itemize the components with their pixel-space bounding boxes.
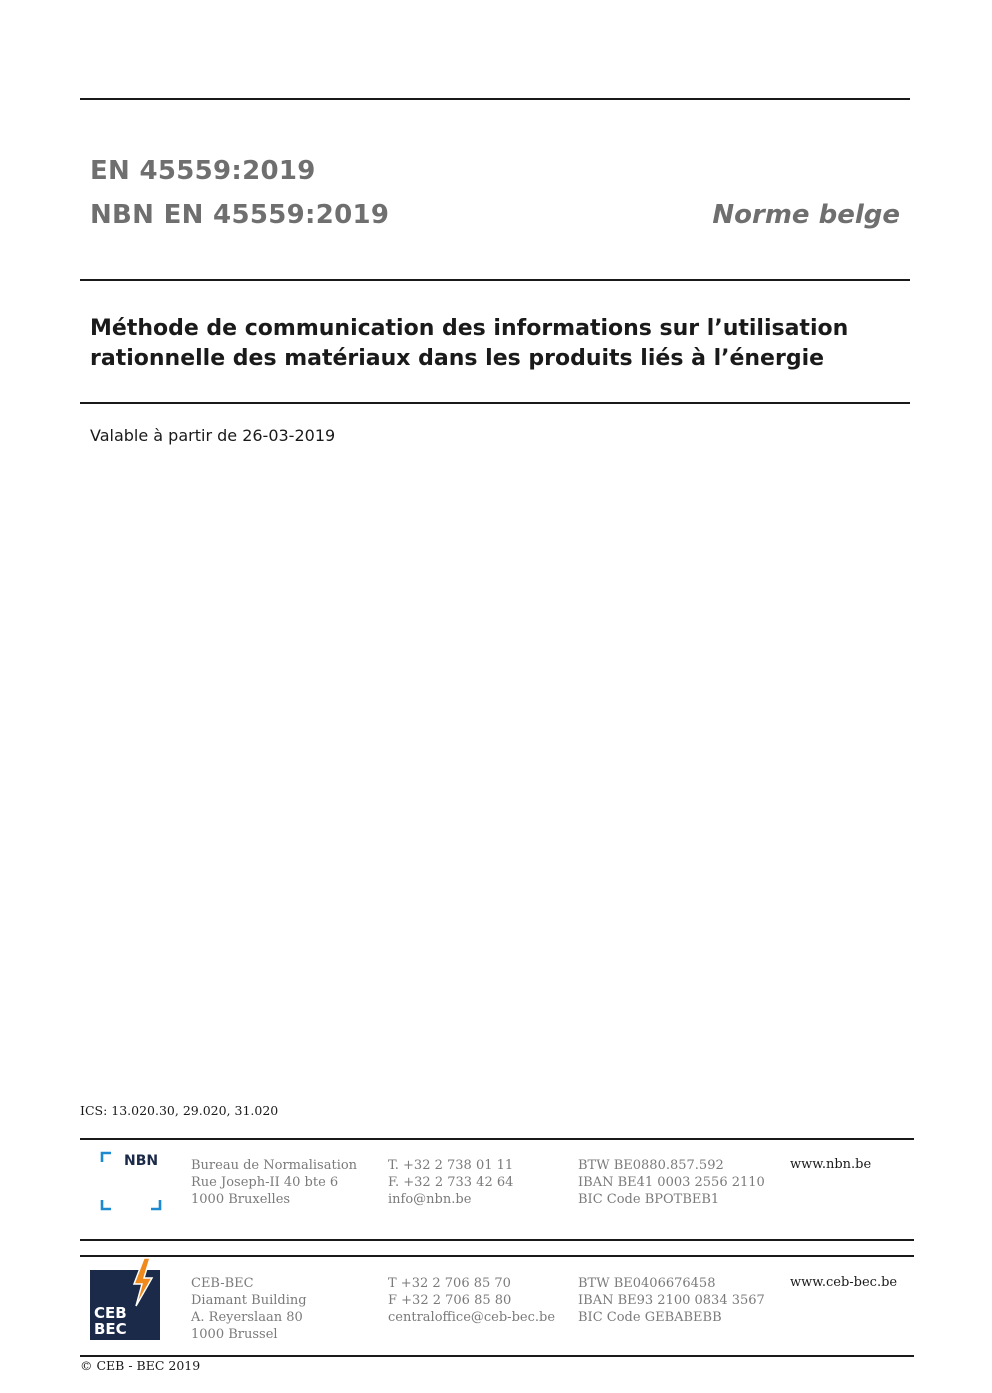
title-rule xyxy=(80,402,910,404)
header-rule xyxy=(80,279,910,281)
ceb-top-rule xyxy=(80,1255,914,1257)
nbn-address-line: 1000 Bruxelles xyxy=(191,1192,291,1207)
nbn-bank xyxy=(578,1157,765,1208)
ceb-phone: T +32 2 706 85 70 xyxy=(388,1276,511,1291)
nbn-phone: T. +32 2 738 01 11 xyxy=(388,1158,514,1173)
nbn-code: NBN EN 45559:2019 xyxy=(90,200,390,230)
nbn-email-link[interactable]: info@nbn.be xyxy=(388,1192,472,1207)
ceb-email-link[interactable]: centraloffice@ceb-bec.be xyxy=(388,1310,556,1325)
nbn-address-line: Bureau de Normalisation xyxy=(191,1158,358,1173)
ceb-iban: IBAN BE93 2100 0834 3567 xyxy=(578,1293,765,1308)
ics-codes: ICS: 13.020.30, 29.020, 31.020 xyxy=(80,1103,279,1118)
ceb-logo-text: CEB xyxy=(94,1304,127,1322)
title-line-2: rationnelle des matériaux dans les produits liés à l’énergie xyxy=(90,346,825,371)
en-code: EN 45559:2019 xyxy=(90,156,316,186)
ceb-address-line: 1000 Brussel xyxy=(191,1327,278,1342)
ceb-bank xyxy=(578,1275,765,1326)
nbn-fax: F. +32 2 733 42 64 xyxy=(388,1175,514,1190)
top-rule xyxy=(80,98,910,100)
ceb-website-link[interactable]: www.ceb-bec.be xyxy=(790,1275,898,1290)
bec-logo-text: BEC xyxy=(94,1320,127,1338)
nbn-top-rule xyxy=(80,1138,914,1140)
nbn-contact xyxy=(388,1157,513,1208)
ceb-vat: BTW BE0406676458 xyxy=(578,1276,716,1291)
nbn-vat: BTW BE0880.857.592 xyxy=(578,1158,724,1173)
nbn-iban: IBAN BE41 0003 2556 2110 xyxy=(578,1175,765,1190)
nbn-address xyxy=(191,1157,357,1208)
nbn-logo-text: NBN xyxy=(124,1153,159,1169)
ceb-contact xyxy=(388,1275,555,1326)
copyright-notice: © CEB - BEC 2019 xyxy=(80,1358,201,1373)
ceb-address-line: CEB-BEC xyxy=(191,1276,254,1291)
ceb-address-line: A. Reyerslaan 80 xyxy=(191,1310,303,1325)
validity-date: Valable à partir de 26-03-2019 xyxy=(90,426,336,445)
ceb-address-line: Diamant Building xyxy=(191,1293,307,1308)
document-title xyxy=(90,314,910,374)
ceb-bic: BIC Code GEBABEBB xyxy=(578,1310,722,1325)
nbn-address-line: Rue Joseph-II 40 bte 6 xyxy=(191,1175,339,1190)
nbn-bottom-rule xyxy=(80,1239,914,1241)
norme-belge-label: Norme belge xyxy=(712,200,900,230)
ceb-bottom-rule xyxy=(80,1355,914,1357)
nbn-website-link[interactable]: www.nbn.be xyxy=(790,1157,872,1172)
nbn-bic: BIC Code BPOTBEB1 xyxy=(578,1192,720,1207)
nbn-logo xyxy=(100,1150,162,1212)
ceb-address xyxy=(191,1275,307,1343)
ceb-bec-logo xyxy=(90,1258,160,1340)
title-line-1: Méthode de communication des informations sur l’utilisation xyxy=(90,316,849,341)
ceb-fax: F +32 2 706 85 80 xyxy=(388,1293,512,1308)
